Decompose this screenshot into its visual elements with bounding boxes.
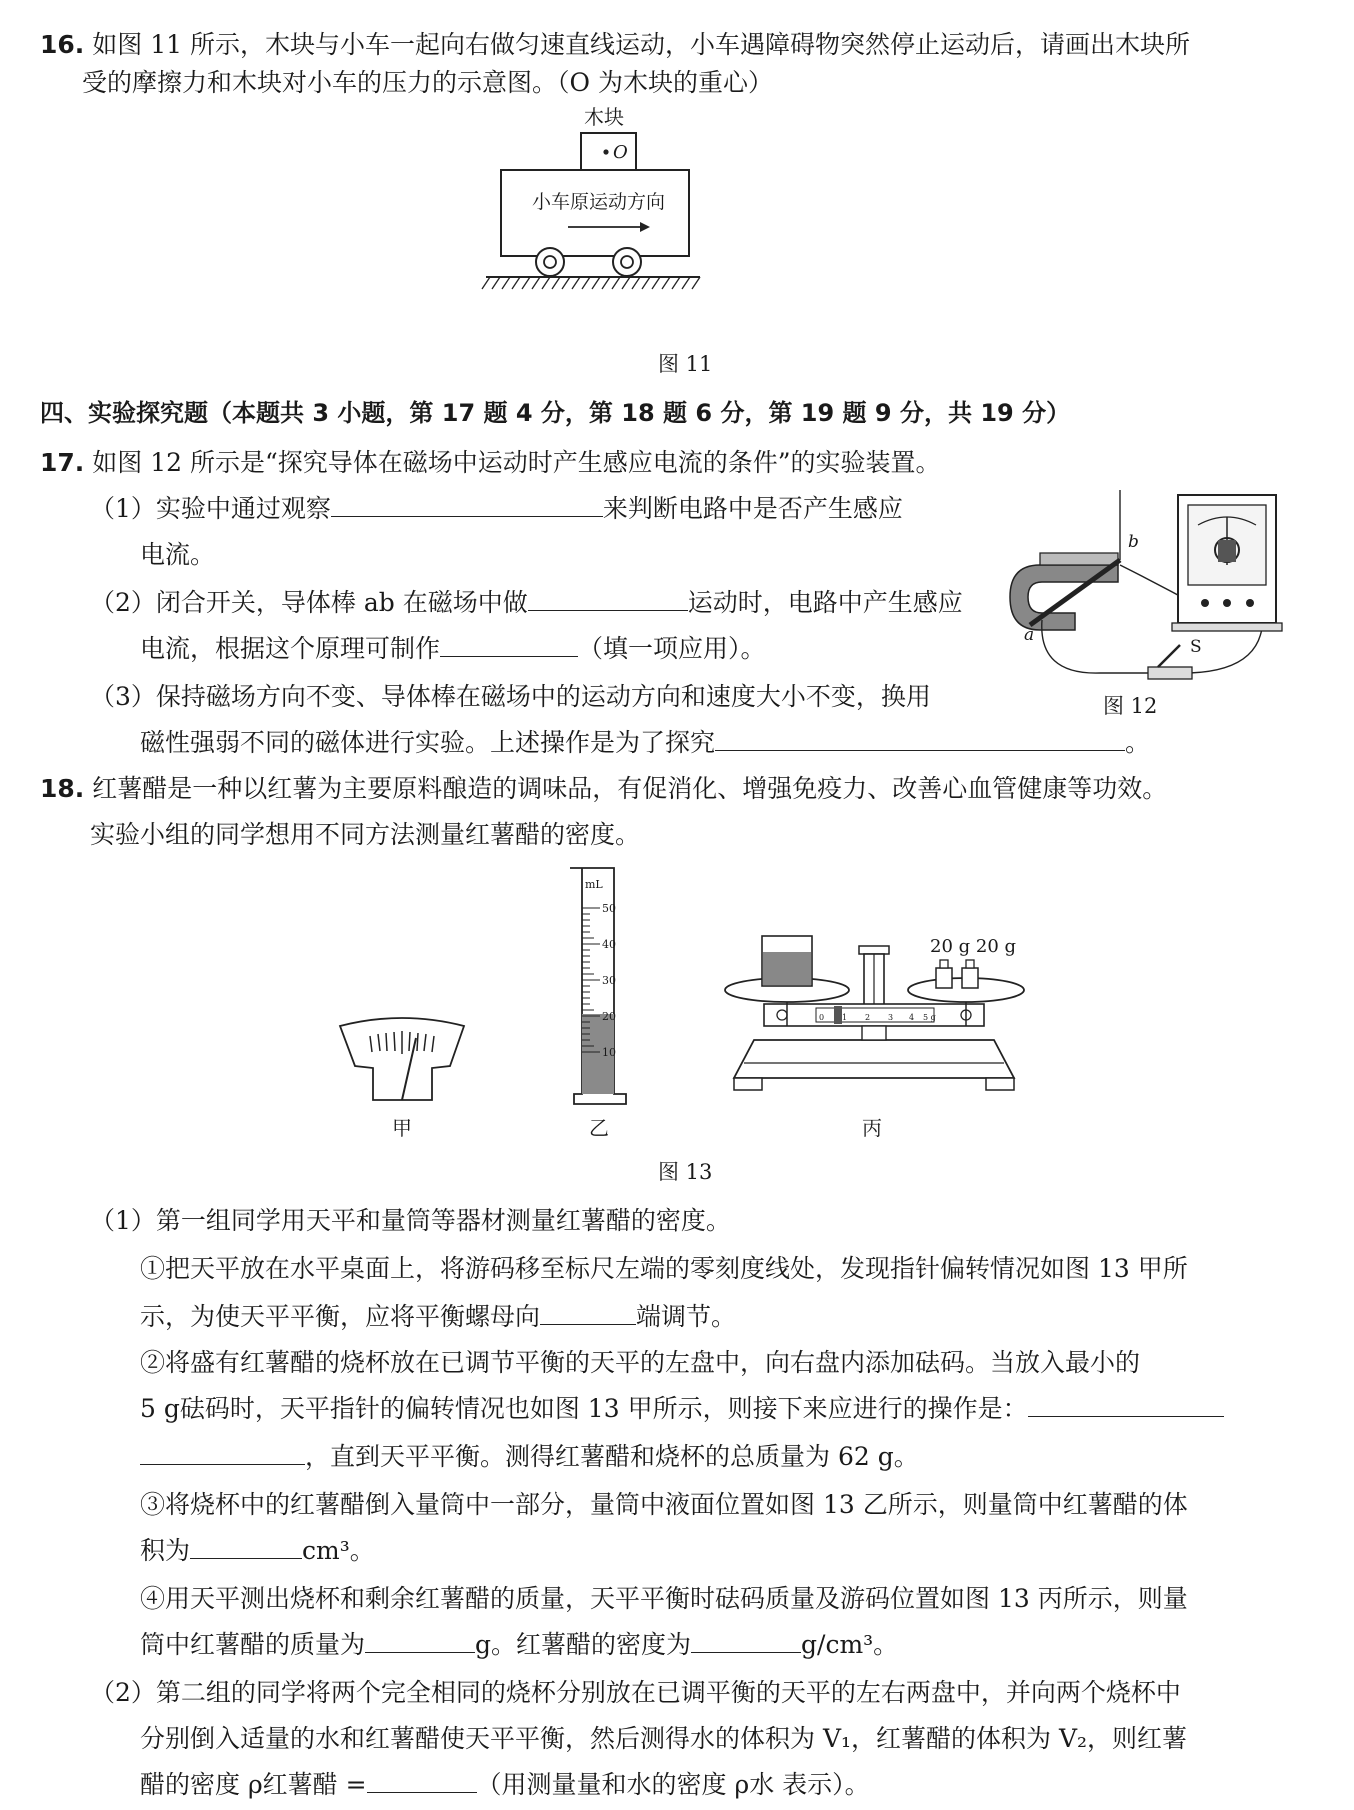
svg-text:5 g: 5 g [923,1013,936,1022]
figure-11-caption: 图 11 [658,352,713,376]
answer-blank-operation-cont[interactable] [140,1440,305,1465]
q18-step2-cont: 5 g砝码时，天平指针的偏转情况也如图 13 甲所示，则接下来应进行的操作是： [140,1392,1224,1426]
answer-blank-observe[interactable] [331,492,603,517]
q18-step2: ②将盛有红薯醋的烧杯放在已调节平衡的天平的左盘中，向右盘内添加砝码。当放入最小的 [140,1348,1141,1377]
rider-scale [816,1008,934,1022]
weights-label: 20 g 20 g [930,936,1017,957]
balance-base [734,1040,1014,1078]
cart-body [501,170,689,256]
center-dot [603,149,608,154]
answer-blank-explore[interactable] [715,726,1125,751]
q18-step3: ③将烧杯中的红薯醋倒入量筒中一部分，量筒中液面位置如图 13 乙所示，则量筒中红薯醋的体 [140,1490,1188,1519]
q18-line2: 实验小组的同学想用不同方法测量红薯醋的密度。 [90,820,641,849]
q17-stem [40,446,941,480]
question-number: 18. [40,774,85,803]
label-bing: 丙 [862,1116,882,1140]
answer-blank-density[interactable] [691,1628,801,1653]
svg-text:1: 1 [842,1013,848,1022]
q18-step1: ①把天平放在水平桌面上，将游码移至标尺左端的零刻度线处，发现指针偏转情况如图 13 甲所 [140,1254,1188,1283]
svg-text:50: 50 [602,902,616,915]
block-label: 木块 [584,105,624,129]
figure-12-caption: 图 12 [1103,694,1158,718]
svg-text:mL: mL [585,878,603,891]
svg-text:2: 2 [865,1013,871,1022]
q16-line2: 受的摩擦力和木块对小车的压力的示意图。（O 为木块的重心） [82,68,773,97]
answer-blank-mass[interactable] [365,1628,475,1653]
svg-text:20: 20 [602,1010,616,1023]
answer-blank-operation[interactable] [1028,1392,1224,1417]
cart-label: 小车原运动方向 [532,191,666,213]
q18-step2-cont2: ，直到天平平衡。测得红薯醋和烧杯的总质量为 62 g。 [140,1440,919,1474]
svg-text:4: 4 [909,1013,915,1022]
figure-13-dial [340,1018,465,1103]
q17-part2-cont: 电流，根据这个原理可制作 （填一项应用）。 [140,634,766,663]
rider [834,1006,842,1024]
q17-part1: （1）实验中通过观察 来判断电路中是否产生感应 [90,494,903,523]
switch [1148,667,1192,679]
figure-11 [480,100,720,300]
center-label: O [613,142,628,163]
q18-part2-cont: 分别倒入适量的水和红薯醋使天平平衡，然后测得水的体积为 V₁，红薯醋的体积为 V₂，则红薯 [140,1724,1188,1753]
q18-part2-cont2: 醋的密度 ρ红薯醋 = （用测量量和水的密度 ρ水 表示）。 [140,1770,870,1799]
svg-text:a: a [1024,625,1035,645]
svg-text:S: S [1190,637,1202,657]
figure-12 [1000,495,1280,715]
answer-blank-application[interactable] [440,632,578,657]
q17-part3: （3）保持磁场方向不变、导体棒在磁场中的运动方向和速度大小不变，换用 [90,682,931,711]
question-number: 16. [40,30,85,59]
figure-13-caption: 图 13 [658,1160,713,1184]
q16-text: 如图 11 所示，木块与小车一起向右做匀速直线运动，小车遇障碍物突然停止运动后，请画出木块所 [92,30,1190,59]
q17-part2: （2）闭合开关，导体棒 ab 在磁场中做 运动时，电路中产生感应 [90,588,963,617]
q18-step3-cont: 积为 cm³。 [140,1536,375,1565]
svg-text:3: 3 [888,1013,894,1022]
answer-blank-nut[interactable] [540,1300,636,1325]
figure-13-balance [724,928,1024,1108]
q16-line1 [40,28,1190,62]
svg-text:10: 10 [602,1046,616,1059]
q17-part3-cont: 磁性强弱不同的磁体进行实验。上述操作是为了探究 。 [140,728,1151,757]
svg-text:30: 30 [602,974,616,987]
svg-text:40: 40 [602,938,616,951]
label-yi: 乙 [589,1116,609,1140]
ground-hatching [482,277,700,289]
answer-blank-volume[interactable] [190,1534,302,1559]
section-title: 四、实验探究题（本题共 3 小题，第 17 题 4 分，第 18 题 6 分，第 19 题 9 分，共 19 分） [40,399,1071,427]
dial-plate [340,1018,464,1100]
q18-part1: （1）第一组同学用天平和量筒等器材测量红薯醋的密度。 [90,1206,731,1235]
q18-part2: （2）第二组的同学将两个完全相同的烧杯分别放在已调平衡的天平的左右两盘中，并向两个烧杯中 [90,1678,1181,1707]
weight-20g-1 [936,968,952,988]
q17-part1-cont: 电流。 [140,540,216,569]
q18-line1: 18. 红薯醋是一种以红薯为主要原料酿造的调味品，有促消化、增强免疫力、改善心血管健康等功效。 [40,774,1168,803]
q18-step4: ④用天平测出烧杯和剩余红薯醋的质量，天平平衡时砝码质量及游码位置如图 13 丙所示，则量 [140,1584,1188,1613]
weight-20g-2 [962,968,978,988]
answer-blank-formula[interactable] [367,1768,477,1793]
question-number: 17. [40,448,85,477]
balance-nut-left [777,1010,787,1020]
q18-step1-cont: 示，为使天平平衡，应将平衡螺母向 端调节。 [140,1302,737,1331]
answer-blank-motion[interactable] [528,586,688,611]
svg-text:0: 0 [819,1013,825,1022]
label-jia: 甲 [392,1116,412,1140]
q17-stem-text: 如图 12 所示是“探究导体在磁场中运动时产生感应电流的条件”的实验装置。 [92,448,941,477]
figure-13-cylinder [570,866,628,1106]
q18-step4-cont: 筒中红薯醋的质量为 g。红薯醋的密度为 g/cm³。 [140,1630,899,1659]
svg-text:b: b [1128,532,1139,552]
